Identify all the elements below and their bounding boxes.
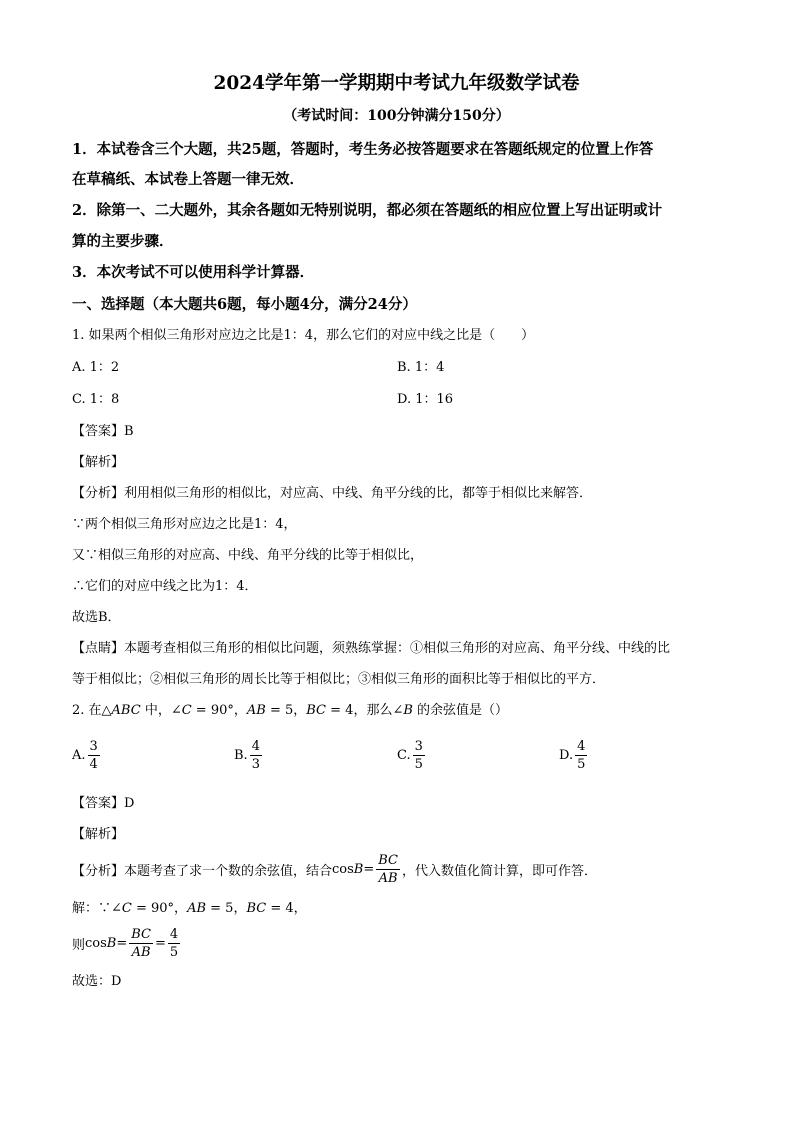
note-line-3: 2．除第一、二大题外，其余各题如无特别说明，都必须在答题纸的相应位置上写出证明或计 (72, 202, 663, 219)
q2-sol-prefix: 解：∵∠ (72, 901, 122, 916)
q2-option-a-fraction (88, 738, 100, 773)
q2-option-b-den: 3 (251, 757, 260, 772)
q2-analysis-fraction (376, 852, 400, 887)
q2-result-then: 则 (72, 938, 86, 953)
q2-option-a-label: A. (72, 748, 86, 763)
q2-option-d (559, 738, 589, 773)
section-heading: 一、选择题（本大题共6题，每小题4分，满分24分） (72, 296, 417, 313)
q2-option-c-den: 5 (414, 757, 423, 772)
q2-jiexi: 【解析】 (72, 827, 125, 842)
q2-option-d-label: D. (559, 748, 574, 763)
q2-option-b-label: B. (234, 748, 248, 763)
q2-result-fraction-2 (168, 926, 180, 961)
q2-stem-c: C (181, 703, 192, 718)
q2-option-c-label: C. (397, 748, 411, 763)
q2-option-b-num: 4 (251, 739, 260, 754)
exam-subtitle: （考试时间：100分钟满分150分） (283, 108, 510, 124)
q1-analysis-2: ∵两个相似三角形对应边之比是1：4， (72, 517, 297, 532)
q1-option-d: D. 1：16 (397, 392, 454, 407)
q2-result-b: B (106, 936, 117, 951)
q2-analysis-cos: cos (332, 862, 354, 877)
q1-analysis-3: 又∵相似三角形的对应高、中线、角平分线的比等于相似比， (72, 548, 424, 563)
q2-result-fraction-1 (129, 926, 153, 961)
note-line-5: 3．本次考试不可以使用科学计算器． (72, 264, 315, 281)
q2-analysis-b: B (353, 862, 364, 877)
q2-answer: 【答案】D (72, 796, 135, 811)
q2-sol-c: C (121, 901, 132, 916)
note-line-1: 1．本试卷含三个大题，共25题，答题时，考生务必按答题要求在答题纸规定的位置上作答 (72, 141, 654, 158)
q2-stem-abc: ABC (111, 703, 141, 718)
q2-option-a (72, 738, 102, 773)
q2-result-eq1: = (116, 936, 128, 951)
q2-stem-ab: AB (246, 703, 266, 718)
q2-analysis-eq: = (363, 862, 375, 877)
q1-dianjing-2: 等于相似比；②相似三角形的周长比等于相似比；③相似三角形的面积比等于相似比的平方． (72, 672, 606, 687)
q2-option-d-fraction (575, 738, 587, 773)
q2-analysis-num: BC (378, 853, 399, 868)
note-line-2: 在草稿纸、本试卷上答题一律无效． (72, 171, 304, 188)
q2-option-b (234, 738, 264, 773)
q2-result-den-1: AB (129, 943, 153, 961)
q2-stem-prefix: 2. 在△ (72, 703, 112, 718)
q2-stem-suffix: 的余弦值是（） (412, 703, 509, 718)
q2-stem-mid3: = 5， (265, 703, 307, 718)
q2-result (72, 926, 182, 961)
q2-option-c-num: 3 (414, 739, 423, 754)
q2-analysis-prefix: 【分析】本题考查了求一个数的余弦值，结合 (72, 864, 333, 879)
q1-stem: 1. 如果两个相似三角形对应边之比是1：4，那么它们的对应中线之比是（ ） (72, 328, 535, 343)
q2-stem-b: B (403, 703, 413, 718)
q2-option-a-den: 4 (89, 757, 98, 772)
q1-choose: 故选B． (72, 610, 121, 625)
q2-option-c-fraction (413, 738, 425, 773)
q1-option-a: A. 1：2 (72, 360, 120, 375)
q2-analysis (72, 852, 597, 887)
q1-option-c: C. 1：8 (72, 392, 120, 407)
q2-result-cos: cos (85, 936, 107, 951)
q2-stem-mid2: = 90°， (191, 703, 247, 718)
q2-result-num-2: 4 (169, 927, 179, 942)
q2-result-eq2: = (155, 936, 166, 951)
q2-analysis-den: AB (376, 869, 400, 887)
q2-option-a-num: 3 (89, 739, 98, 754)
q2-sol-mid1: = 90°， (131, 901, 188, 916)
q1-answer: 【答案】B (72, 424, 134, 439)
q2-stem-mid4: = 4，那么∠ (326, 703, 404, 718)
q2-sol-ab: AB (187, 901, 207, 916)
q2-solution (72, 901, 307, 917)
q2-result-den-2: 5 (169, 945, 179, 960)
q2-choose: 故选：D (72, 974, 122, 989)
q1-jiexi: 【解析】 (72, 455, 125, 470)
q2-option-d-num: 4 (577, 739, 586, 754)
q2-result-num-1: BC (131, 927, 152, 942)
q2-stem-bc: BC (306, 703, 327, 718)
q1-dianjing-1: 【点睛】本题考查相似三角形的相似比问题，须熟练掌握：①相似三角形的对应高、角平分线、中线的比 (72, 641, 671, 656)
q1-analysis-1: 【分析】利用相似三角形的相似比，对应高、中线、角平分线的比，都等于相似比来解答． (72, 486, 593, 501)
q2-option-d-den: 5 (577, 757, 586, 772)
q2-sol-mid3: = 4， (266, 901, 307, 916)
q2-sol-mid2: = 5， (206, 901, 247, 916)
q2-option-c (397, 738, 427, 773)
q2-stem-mid1: 中，∠ (140, 703, 182, 718)
q1-analysis-4: ∴它们的对应中线之比为1：4． (72, 579, 258, 594)
q2-analysis-suffix: ，代入数值化简计算，即可作答． (402, 864, 598, 879)
q1-option-b: B. 1：4 (397, 360, 445, 375)
q2-option-b-fraction (250, 738, 262, 773)
q2-stem (72, 703, 508, 719)
exam-title: 2024学年第一学期期中考试九年级数学试卷 (213, 73, 580, 94)
note-line-4: 算的主要步骤． (72, 233, 174, 250)
q2-sol-bc: BC (246, 901, 267, 916)
